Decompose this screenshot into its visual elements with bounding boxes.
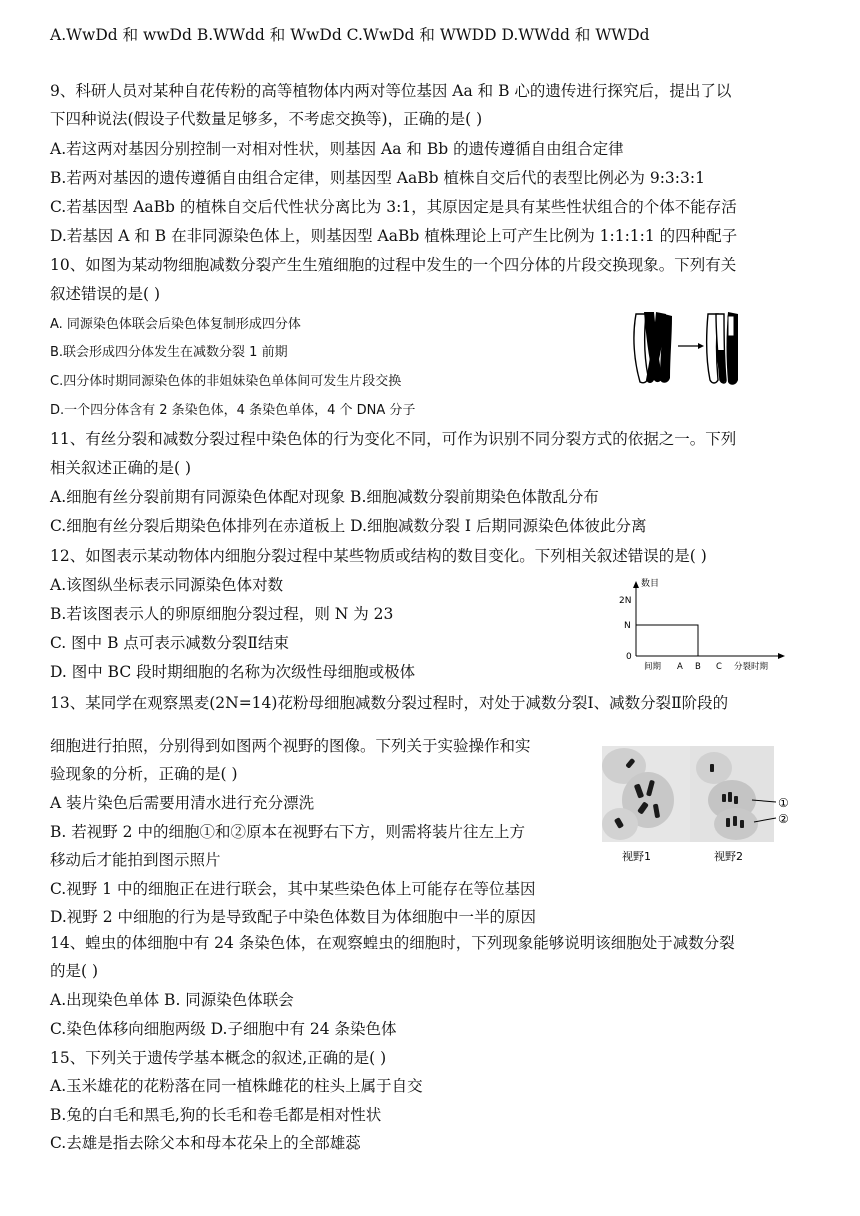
x-tick-c: C — [716, 662, 722, 672]
q9-option-b: B.若两对基因的遗传遵循自由组合定律，则基因型 AaBb 植株自交后代的表型比例必为 9:3:3:1 — [50, 169, 705, 187]
x-tick-interphase: 间期 — [644, 662, 662, 672]
q11-options-ab: A.细胞有丝分裂前期有同源染色体配对现象 B.细胞减数分裂前期染色体散乱分布 — [50, 488, 599, 506]
q9-option-c: C.若基因型 AaBb 的植株自交后代性状分离比为 3:1，其原因定是具有某些性状组合的个体不能存活 — [50, 198, 737, 216]
q15-option-a: A.玉米雄花的花粉落在同一植株雌花的柱头上属于自交 — [50, 1077, 423, 1095]
marker-2: ② — [778, 812, 789, 826]
q15-option-b: B.兔的白毛和黑毛,狗的长毛和卷毛都是相对性状 — [50, 1106, 382, 1124]
q12-option-b: B.若该图表示人的卵原细胞分裂过程，则 N 为 23 — [50, 605, 394, 623]
y-tick-2n: 2N — [619, 596, 632, 606]
q13-option-a: A 装片染色后需要用清水进行充分漂洗 — [50, 794, 315, 812]
q9-stem-line2: 下四种说法(假设子代数量足够多，不考虑交换等)，正确的是( ) — [50, 110, 483, 128]
q12-chart — [606, 572, 790, 674]
view1-label: 视野1 — [622, 850, 651, 863]
q8-options: A.WwDd 和 wwDd B.WWdd 和 WwDd C.WwDd 和 WWDD D.WWdd 和 WWDd — [50, 26, 650, 44]
q12-option-c: C. 图中 B 点可表示减数分裂Ⅱ结束 — [50, 634, 289, 652]
q12-stem: 12、如图表示某动物体内细胞分裂过程中某些物质或结构的数目变化。下列相关叙述错误的是( ) — [50, 547, 707, 565]
q14-stem-line1: 14、蝗虫的体细胞中有 24 条染色体，在观察蝗虫的细胞时，下列现象能够说明该细胞处于减数分裂 — [50, 934, 735, 952]
y-tick-n: N — [624, 621, 631, 631]
arrow-head-icon — [698, 343, 704, 349]
y-tick-0: 0 — [626, 652, 632, 662]
q13-stem-line3: 验现象的分析，正确的是( ) — [50, 765, 238, 783]
tetrad-after-icon — [707, 312, 738, 385]
q10-stem-line1: 10、如图为某动物细胞减数分裂产生生殖细胞的过程中发生的一个四分体的片段交换现象。下列有关 — [50, 256, 737, 274]
y-axis-label: 数目 — [641, 579, 660, 589]
q13-option-b-line1: B. 若视野 2 中的细胞①和②原本在视野右下方，则需将装片往左上方 — [50, 823, 525, 841]
q13-stem-line2: 细胞进行拍照，分别得到如图两个视野的图像。下列关于实验操作和实 — [50, 737, 531, 755]
q10-option-d: D.一个四分体含有 2 条染色体，4 条染色单体，4 个 DNA 分子 — [50, 403, 416, 418]
marker-1: ① — [778, 796, 789, 810]
data-line — [636, 625, 698, 656]
q10-option-b: B.联会形成四分体发生在减数分裂 1 前期 — [50, 345, 288, 360]
q10-tetrad-figure — [626, 306, 746, 388]
q11-stem-line2: 相关叙述正确的是( ) — [50, 459, 192, 477]
q12-option-d: D. 图中 BC 段时期细胞的名称为次级性母细胞或极体 — [50, 663, 416, 681]
q10-option-c: C.四分体时期同源染色体的非姐妹染色单体间可发生片段交换 — [50, 374, 402, 389]
q9-stem-line1: 9、科研人员对某种自花传粉的高等植物体内两对等位基因 Aa 和 B 心的遗传进行探究后，提出了以 — [50, 82, 732, 100]
q13-option-d: D.视野 2 中细胞的行为是导致配子中染色体数目为体细胞中一半的原因 — [50, 908, 537, 926]
q14-stem-line2: 的是( ) — [50, 962, 99, 980]
q11-stem-line1: 11、有丝分裂和减数分裂过程中染色体的行为变化不同，可作为识别不同分裂方式的依据之一。下列 — [50, 430, 737, 448]
tetrad-before-icon — [634, 312, 672, 383]
q12-option-a: A.该图纵坐标表示同源染色体对数 — [50, 576, 284, 594]
q13-option-c: C.视野 1 中的细胞正在进行联会，其中某些染色体上可能存在等位基因 — [50, 880, 536, 898]
q10-option-a: A. 同源染色体联会后染色体复制形成四分体 — [50, 317, 301, 332]
q14-options-cd: C.染色体移向细胞两级 D.子细胞中有 24 条染色体 — [50, 1020, 397, 1038]
x-tick-b: B — [695, 662, 701, 672]
q13-stem-line1: 13、某同学在观察黑麦(2N=14)花粉母细胞减数分裂过程时，对处于减数分裂Ⅰ、减数分裂Ⅱ阶段的 — [50, 694, 729, 712]
x-axis-arrow-icon — [778, 653, 785, 659]
y-axis-arrow-icon — [633, 581, 639, 588]
q9-option-d: D.若基因 A 和 B 在非同源染色体上，则基因型 AaBb 植株理论上可产生比例为 1:1:1:1 的四种配子 — [50, 227, 738, 245]
q13-micrograph-figure — [602, 746, 820, 866]
x-axis-label: 分裂时期 — [734, 662, 769, 672]
x-tick-a: A — [677, 662, 683, 672]
q15-stem: 15、下列关于遗传学基本概念的叙述,正确的是( ) — [50, 1049, 387, 1067]
q11-options-cd: C.细胞有丝分裂后期染色体排列在赤道板上 D.细胞减数分裂 I 后期同源染色体彼此分离 — [50, 517, 647, 535]
q9-option-a: A.若这两对基因分别控制一对相对性状，则基因 Aa 和 Bb 的遗传遵循自由组合定律 — [50, 140, 624, 158]
q10-stem-line2: 叙述错误的是( ) — [50, 285, 161, 303]
q14-options-ab: A.出现染色单体 B. 同源染色体联会 — [50, 991, 294, 1009]
q13-option-b-line2: 移动后才能拍到图示照片 — [50, 851, 221, 869]
q15-option-c: C.去雄是指去除父本和母本花朵上的全部雄蕊 — [50, 1134, 361, 1152]
view2-label: 视野2 — [714, 850, 743, 863]
